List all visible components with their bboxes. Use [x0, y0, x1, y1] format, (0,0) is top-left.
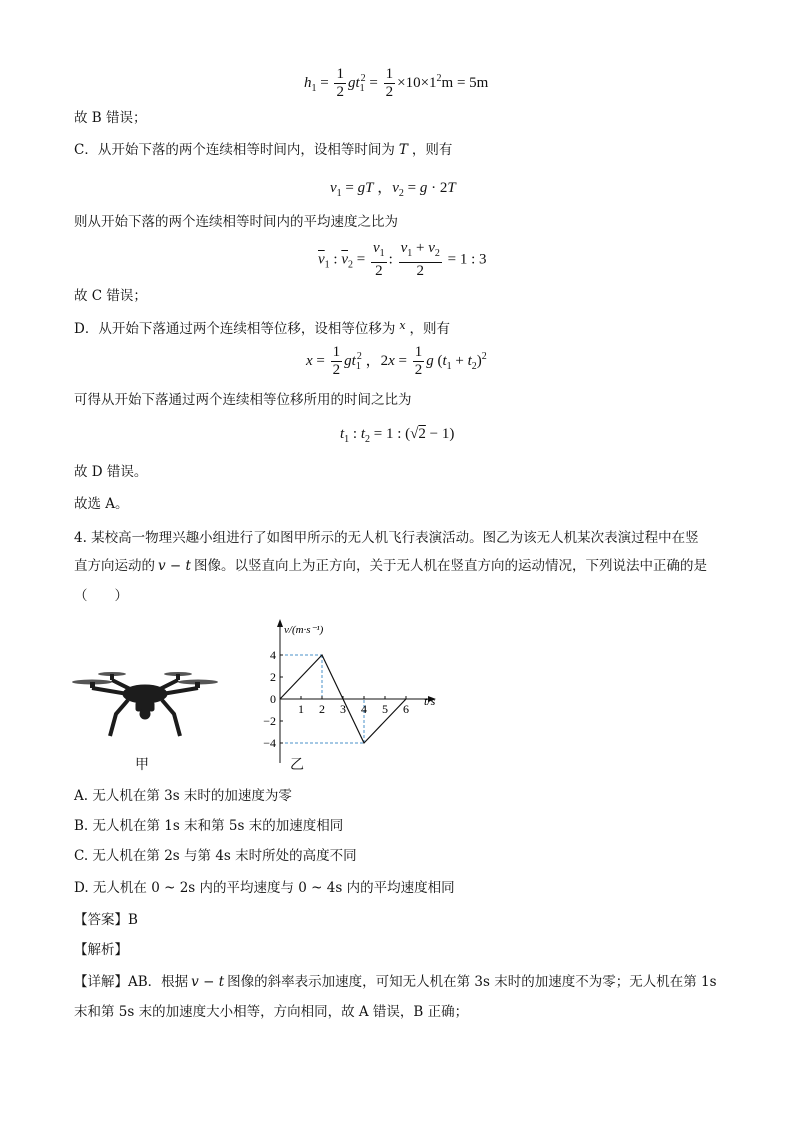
question-line-1: 4. 某校高一物理兴趣小组进行了如图甲所示的无人机飞行表演活动。图乙为该无人机某次表演过程中在竖 — [74, 530, 699, 546]
final-choice: 故选 A。 — [74, 496, 129, 512]
question-paren: （ ） — [74, 588, 128, 604]
option-b: B. 无人机在第 1s 末和第 5s 末的加速度相同 — [74, 818, 344, 834]
detail-line-2: 末和第 5s 末的加速度大小相等，方向相同，故 A 错误，B 正确； — [74, 1004, 469, 1020]
d-conclusion: 故 D 错误。 — [74, 464, 148, 480]
x-tick-label: 3 — [340, 702, 346, 716]
equation-time-ratio: $t_1$ : $t_2 = 1$ : (√2 − 1) — [340, 426, 455, 445]
detail-line-1: 【详解】AB．根据 v − t 图像的斜率表示加速度，可知无人机在第 3s 末时的加速度不为零；无人机在第 1s — [74, 974, 717, 990]
equation-average-ratio: $\overline{v}_1$ : $\overline{v}_2$ = $\frac{v_1}{2}$ : $\frac{v_1 + v_2}{2}$ = 1 : 3 — [318, 240, 487, 279]
y-tick-label: 0 — [270, 692, 276, 706]
drone-caption: 甲 — [135, 757, 149, 773]
x-tick-label: 2 — [319, 702, 325, 716]
drone-figure — [70, 664, 220, 754]
y-tick-label: −2 — [263, 714, 276, 728]
x-tick-label: 5 — [382, 702, 388, 716]
y-tick-label: −4 — [263, 736, 276, 750]
question-line-2: 直方向运动的 v − t 图像。以竖直向上为正方向，关于无人机在竖直方向的运动情况，下列说法中正确的是 — [74, 558, 707, 574]
x-tick-label: 6 — [403, 702, 409, 716]
option-c: C. 无人机在第 2s 与第 4s 末时所处的高度不同 — [74, 848, 357, 864]
c-ratio-line: 则从开始下落的两个连续相等时间内的平均速度之比为 — [74, 214, 398, 230]
answer-label: 【答案】B — [74, 912, 138, 928]
equation-v1-v2: $v_1$ = gT ，$v_2 = g \cdot 2T$ — [330, 180, 456, 199]
y-tick-label: 4 — [270, 648, 276, 662]
equation-displacement: x = $\frac{1}{2}$ $gt_1^2$ ，2x = $\frac{1}{2}$ g $(t_1 + t_2)^2$ — [306, 344, 487, 378]
b-conclusion: 故 B 错误； — [74, 110, 147, 126]
x-axis-label: t/s — [424, 694, 436, 708]
d-intro-line: D．从开始下落通过两个连续相等位移，设相等位移为 $^x$ ，则有 — [74, 319, 451, 337]
x-tick-label: 1 — [298, 702, 304, 716]
chart-caption: 乙 — [290, 757, 304, 773]
option-a: A. 无人机在第 3s 末时的加速度为零 — [74, 788, 292, 804]
drone-image — [72, 672, 218, 736]
x-tick-label: 4 — [361, 702, 367, 716]
y-axis-arrow — [277, 619, 283, 627]
c-intro-line: C．从开始下落的两个连续相等时间内，设相等时间为 T ，则有 — [74, 142, 453, 158]
y-tick-label: 2 — [270, 670, 276, 684]
vt-chart — [254, 617, 454, 767]
y-axis-label: v/(m·s⁻¹) — [284, 624, 324, 636]
c-conclusion: 故 C 错误； — [74, 288, 147, 304]
equation-h1: $h_1$ = $\frac{1}{2}$ $gt_1^2$ = $\frac{1}{2}$ $\times 10\times 1^2m = 5m$ — [304, 66, 489, 100]
option-d: D. 无人机在 0 ~ 2s 内的平均速度与 0 ~ 4s 内的平均速度相同 — [74, 880, 455, 896]
analysis-label: 【解析】 — [74, 942, 128, 958]
d-ratio-line: 可得从开始下落通过两个连续相等位移所用的时间之比为 — [74, 392, 412, 408]
